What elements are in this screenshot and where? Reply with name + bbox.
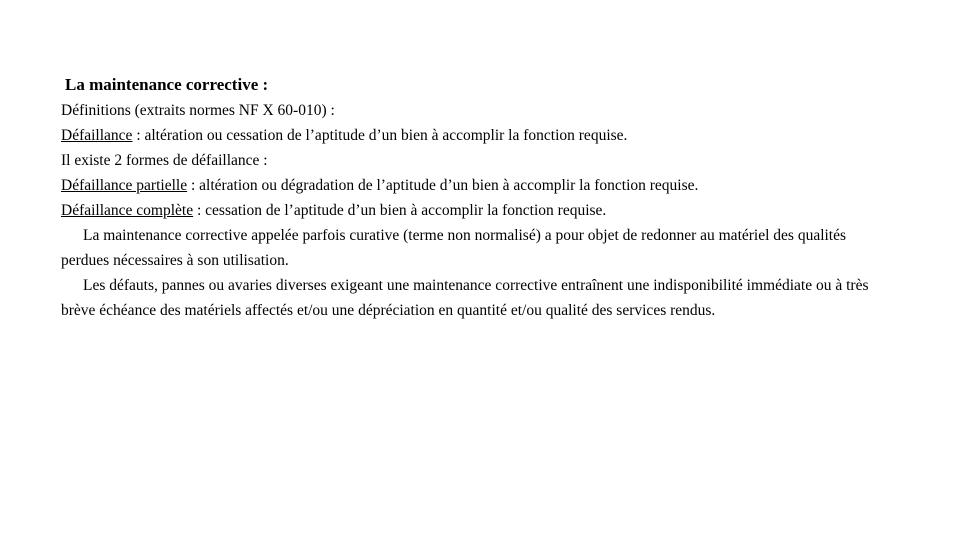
definition-defaillance-text: : altération ou cessation de l’aptitude d’un bien à accomplir la fonction requise. [132,127,628,144]
definition-complete-text: : cessation de l’aptitude d’un bien à accomplir la fonction requise. [193,202,607,219]
document-body [61,72,901,323]
definition-partielle-text: : altération ou dégradation de l’aptitude d’un bien à accomplir la fonction requise. [187,177,699,194]
page-title: La maintenance corrective : [65,75,269,94]
paragraph-defauts: Les défauts, pannes ou avaries diverses exigeant une maintenance corrective entraînent une indisponibilité immédiate ou à très brève échéance des matériels affectés et/ou une dépréciation en quantité et/ou qualité des services rendus. [61,277,869,319]
term-partielle: Défaillance partielle [61,177,188,194]
formes-intro: Il existe 2 formes de défaillance : [61,152,268,169]
definition-complete [61,198,901,223]
definitions-intro: Définitions (extraits normes NF X 60-010) : [61,102,335,119]
definition-partielle [61,173,901,198]
paragraph-corrective: La maintenance corrective appelée parfois curative (terme non normalisé) a pour objet de redonner au matériel des qualités perdues nécessaires à son utilisation. [61,227,847,269]
definition-defaillance [61,123,901,148]
term-defaillance: Défaillance [61,127,133,144]
term-complete: Défaillance complète [61,202,194,219]
